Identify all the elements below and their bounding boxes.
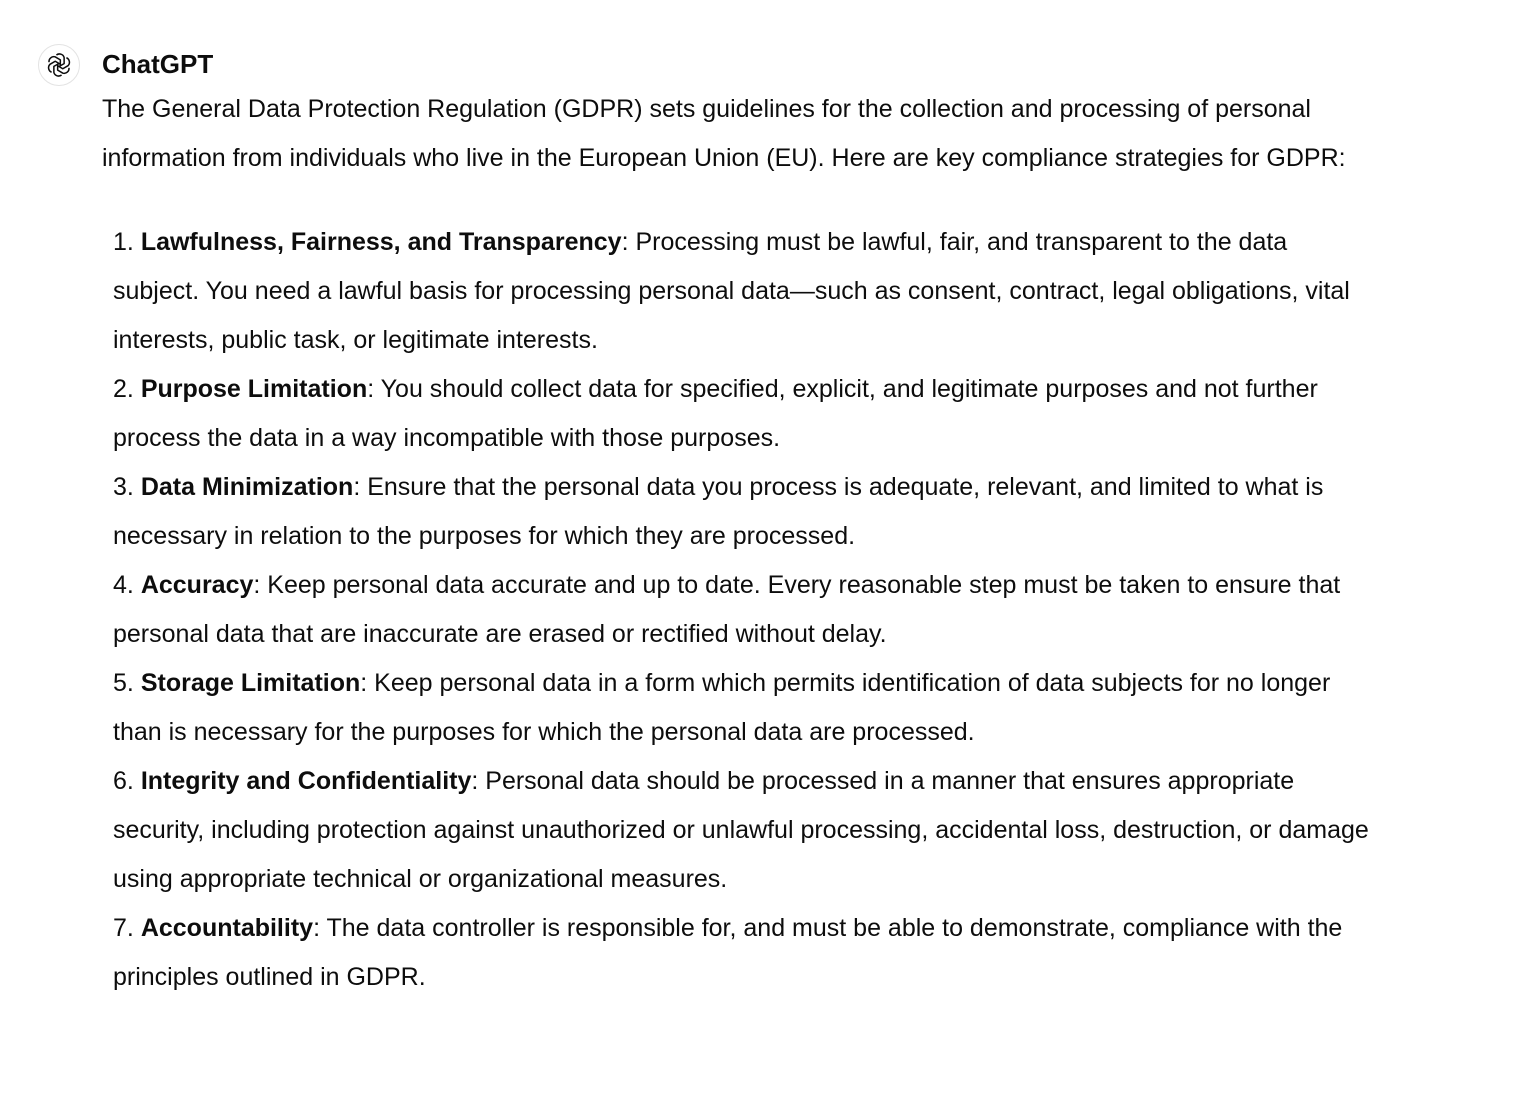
list-item-number: 2. (113, 375, 134, 403)
list-item-title: Data Minimization (140, 473, 354, 501)
compliance-list (102, 218, 1378, 1002)
intro-paragraph: The General Data Protection Regulation (GDPR) sets guidelines for the collection and processing of personal information from individuals who live in the European Union (EU). Here are key compliance strategies for GDPR: (102, 95, 1346, 172)
list-item (113, 561, 1378, 659)
list-item-number: 5. (113, 669, 134, 697)
list-item-text: : Ensure that the personal data you process is adequate, relevant, and limited to what is necessary in relation to the purposes for which they are processed. (113, 473, 1324, 550)
list-item-title: Integrity and Confidentiality (140, 767, 472, 795)
list-item-title: Accountability (140, 914, 314, 942)
list-item-title: Lawfulness, Fairness, and Transparency (140, 228, 622, 256)
list-item-text: : Keep personal data accurate and up to date. Every reasonable step must be taken to ensure that personal data that are inaccurate are erased or rectified without delay. (113, 571, 1341, 648)
list-item-title: Purpose Limitation (140, 375, 368, 403)
list-item (113, 757, 1378, 904)
list-item (113, 463, 1378, 561)
list-item (113, 659, 1378, 757)
list-item-text: : Personal data should be processed in a manner that ensures appropriate security, including protection against unauthorized or unlawful processing, accidental loss, destruction, or damage using appropriate technical or organizational measures. (113, 767, 1369, 893)
list-item (113, 365, 1378, 463)
openai-logo-icon (45, 51, 73, 79)
message-author: ChatGPT (102, 49, 214, 79)
list-item-title: Accuracy (140, 571, 254, 599)
message-body (102, 85, 1378, 1002)
list-item-text: : Processing must be lawful, fair, and transparent to the data subject. You need a lawful basis for processing personal data—such as consent, contract, legal obligations, vital interests, public task, or legitimate interests. (113, 228, 1350, 354)
list-item-number: 1. (113, 228, 134, 256)
list-item-text: : You should collect data for specified, explicit, and legitimate purposes and not further process the data in a way incompatible with those purposes. (113, 375, 1318, 452)
list-item-text: : Keep personal data in a form which permits identification of data subjects for no longer than is necessary for the purposes for which the personal data are processed. (113, 669, 1331, 746)
list-item-number: 7. (113, 914, 134, 942)
list-item-text: : The data controller is responsible for, and must be able to demonstrate, compliance with the principles outlined in GDPR. (113, 914, 1343, 991)
list-item (113, 218, 1378, 365)
list-item-number: 4. (113, 571, 134, 599)
list-item-title: Storage Limitation (140, 669, 361, 697)
list-item-number: 6. (113, 767, 134, 795)
list-item (113, 904, 1378, 1002)
assistant-avatar (38, 44, 80, 86)
list-item-number: 3. (113, 473, 134, 501)
